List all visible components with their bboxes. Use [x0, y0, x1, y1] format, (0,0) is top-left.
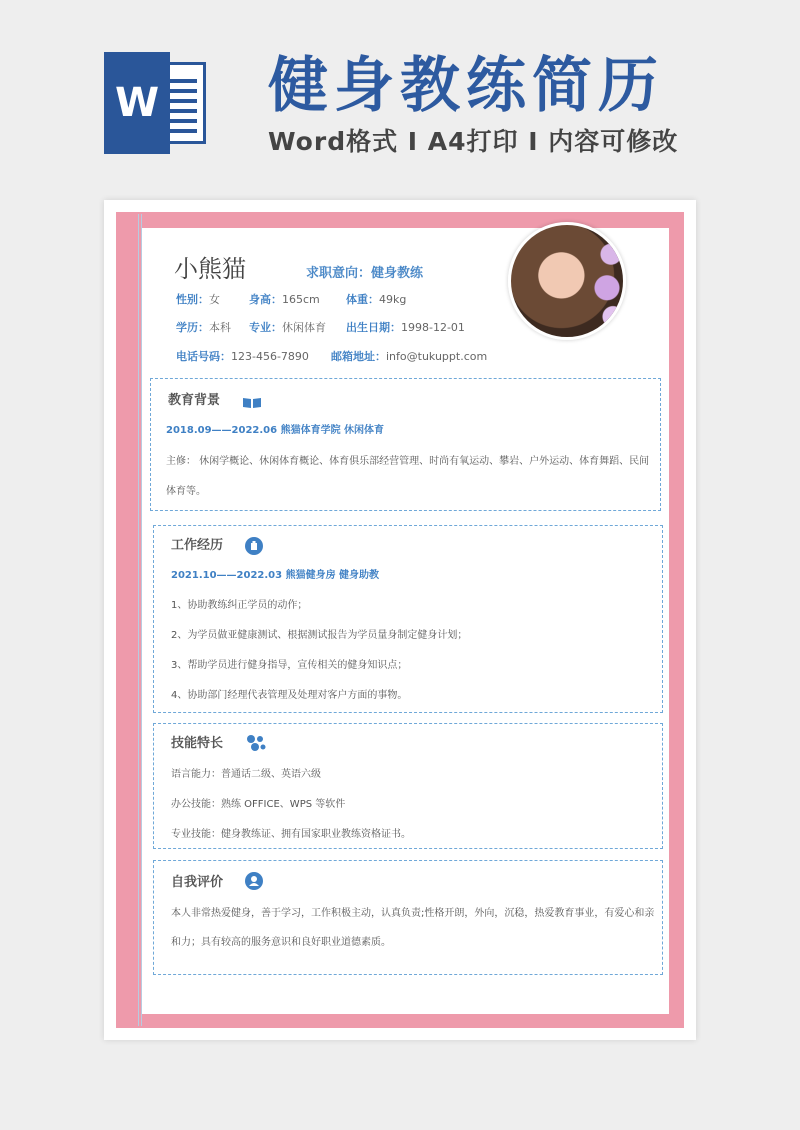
briefcase-icon [245, 537, 263, 555]
divider-line [141, 214, 142, 1026]
education-heading: 2018.09——2022.06 熊猫体育学院 休闲体育 [166, 425, 385, 436]
email-value: info@tukuppt.com [386, 350, 488, 363]
education-title: 教育背景 [168, 393, 221, 408]
logo-letter: W [104, 52, 170, 154]
education-value: 本科 [209, 321, 231, 334]
work-item: 4、协助部门经理代表管理及处理对客户方面的事物。 [171, 690, 408, 701]
work-heading: 2021.10——2022.03 熊猫健身房 健身助教 [171, 570, 380, 581]
gender-value: 女 [209, 293, 220, 306]
page-subtitle: Word格式 I A4打印 I 内容可修改 [268, 127, 679, 156]
work-item: 1、协助教练纠正学员的动作； [171, 600, 308, 611]
phone-label: 电话号码： [176, 350, 231, 363]
work-item: 2、为学员做亚健康测试、根据测试报告为学员量身制定健身计划； [171, 630, 468, 641]
education-courses-cont: 体育等。 [166, 486, 206, 497]
work-item: 3、帮助学员进行健身指导，宣传相关的健身知识点； [171, 660, 408, 671]
phone-value: 123-456-7890 [231, 350, 309, 363]
self-evaluation-text: 本人非常热爱健身，善于学习，工作积极主动，认真负责;性格开朗，外向，沉稳，热爱教育事业，有爱心和亲 [171, 908, 655, 919]
work-title: 工作经历 [171, 538, 224, 553]
education-label: 学历： [176, 321, 209, 334]
profile-photo [508, 222, 626, 340]
education-section [150, 378, 661, 511]
self-evaluation-text-cont: 和力；具有较高的服务意识和良好职业道德素质。 [171, 937, 391, 948]
major-label: 专业： [249, 321, 282, 334]
skill-item: 办公技能：熟练 OFFICE、WPS 等软件 [171, 799, 346, 810]
flower-decoration [591, 235, 626, 331]
skill-item: 语言能力：普通话二级、英语六级 [171, 769, 321, 780]
skills-icon [245, 733, 267, 753]
major-value: 休闲体育 [282, 321, 326, 334]
user-icon [245, 872, 263, 890]
email-label: 邮箱地址： [331, 350, 386, 363]
phone-field [176, 349, 309, 365]
self-evaluation-title: 自我评价 [171, 875, 224, 890]
height-field [249, 292, 320, 308]
gender-field [176, 292, 220, 308]
candidate-name: 小熊猫 [174, 255, 246, 283]
email-field [331, 349, 487, 365]
education-field [176, 320, 231, 336]
book-icon [242, 394, 262, 406]
birth-value: 1998-12-01 [401, 321, 465, 334]
skill-item: 专业技能：健身教练证、拥有国家职业教练资格证书。 [171, 829, 411, 840]
height-value: 165cm [282, 293, 320, 306]
skills-title: 技能特长 [171, 736, 224, 751]
divider-line [138, 214, 139, 1026]
job-intent: 求职意向：健身教练 [306, 266, 424, 281]
education-courses: 主修： 休闲学概论、休闲体育概论、体育俱乐部经营管理、时尚有氧运动、攀岩、户外运动、体育舞蹈、民间 [166, 456, 650, 467]
word-logo-icon [104, 52, 210, 154]
weight-label: 体重： [346, 293, 379, 306]
weight-value: 49kg [379, 293, 407, 306]
height-label: 身高： [249, 293, 282, 306]
birth-label: 出生日期： [346, 321, 401, 334]
weight-field [346, 292, 406, 308]
birth-field [346, 320, 465, 336]
major-field [249, 320, 326, 336]
page-title: 健身教练简历 [268, 51, 664, 121]
gender-label: 性别： [176, 293, 209, 306]
work-section [153, 525, 663, 713]
